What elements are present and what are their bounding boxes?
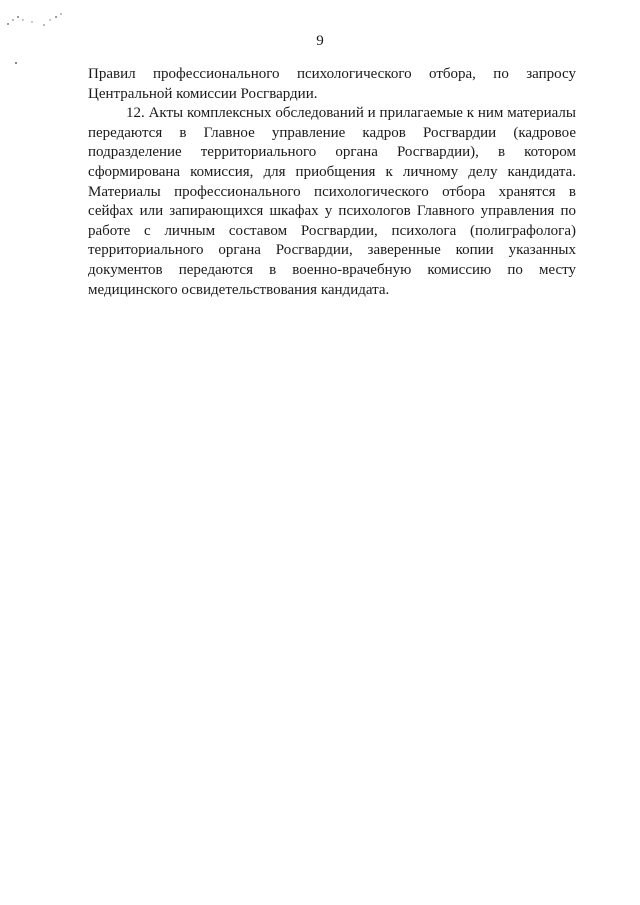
paragraph-item-12: 12. Акты комплексных обследований и прилагаемые к ним материалы передаются в Главное управление кадров Росгвардии (кадровое подразделение территориального органа Росгвардии), в котором сформирована комиссия, для приобщения к личному делу кандидата. Материалы профессионального психологического отбора хранятся в сейфах или запирающихся шкафах у психологов Главного управления по работе с личным составом Росгвардии, психолога (полиграфолога) территориального органа Росгвардии, заверенные копии указанных документов передаются в военно-врачебную комиссию по месту медицинского освидетельствования кандидата. [88, 105, 576, 298]
scan-artifact-dot [15, 62, 17, 64]
document-body [88, 65, 576, 300]
scan-artifact-marks [4, 8, 74, 32]
page-number: 9 [316, 33, 324, 49]
paragraph-continuation: Правил профессионального психологического отбора, по запросу Центральной комиссии Росгвардии. [88, 66, 576, 102]
